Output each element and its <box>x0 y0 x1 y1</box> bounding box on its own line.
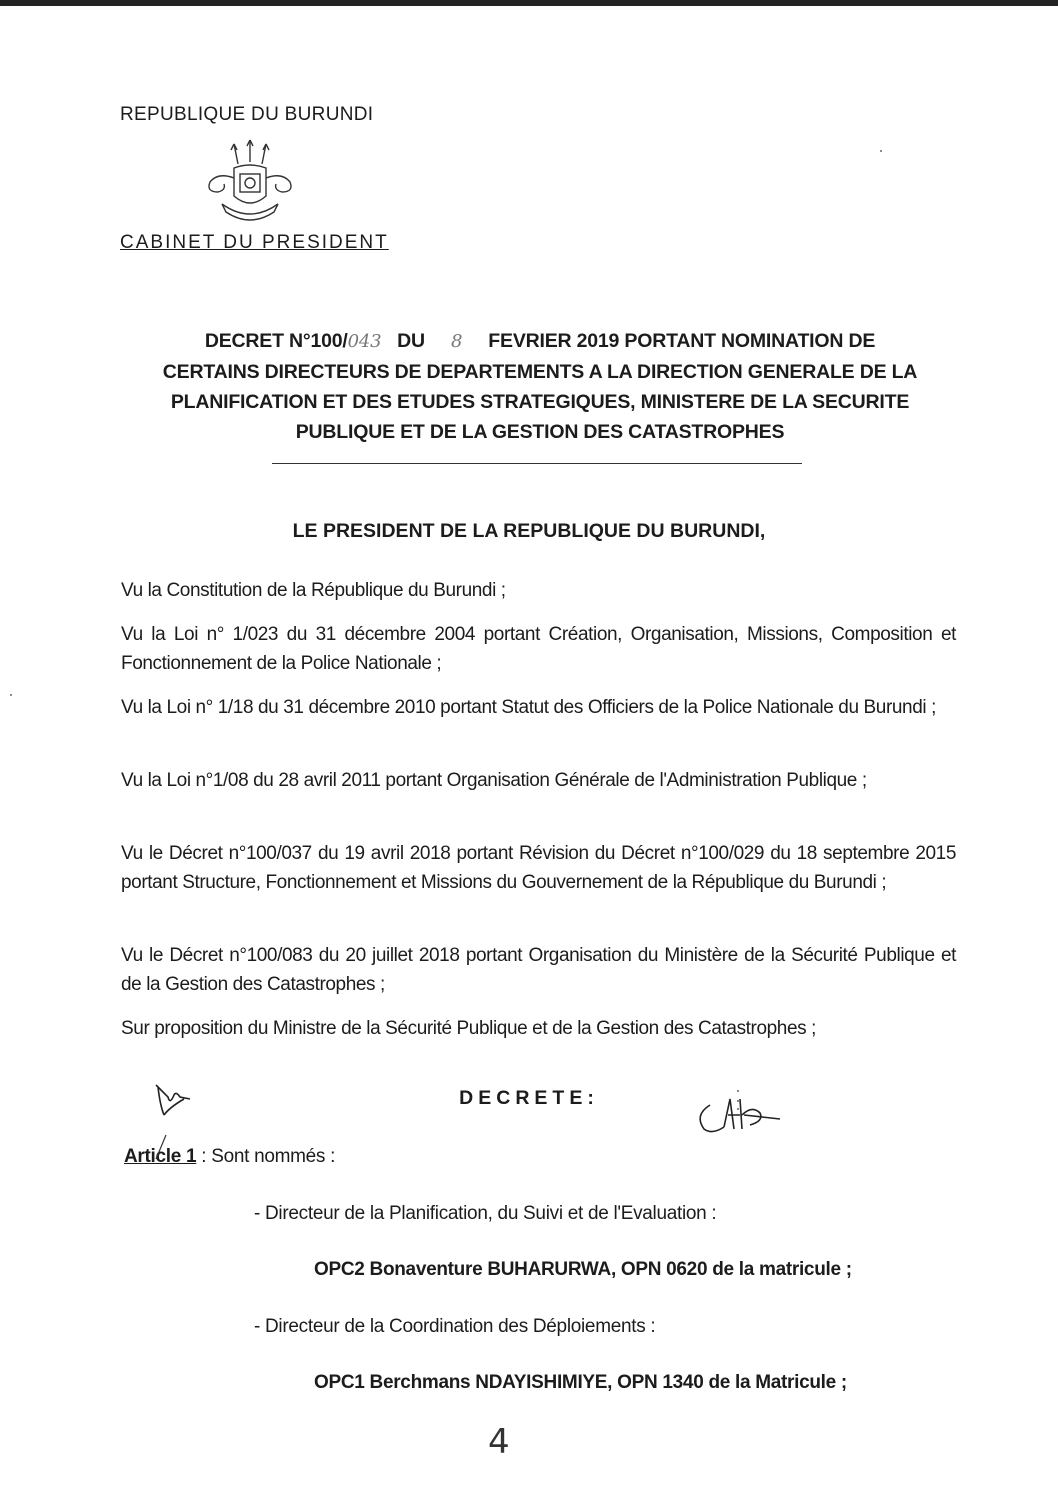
republic-header: REPUBLIQUE DU BURUNDI <box>120 104 374 125</box>
consideration-decret-100-037: Vu le Décret n°100/037 du 19 avril 2018 portant Révision du Décret n°100/029 du 18 septembre 2015 portant Structure, Fonctionnement et Missions du Gouvernement de la République du Burundi ; <box>121 843 956 893</box>
handwritten-day: 8 <box>450 331 463 352</box>
title-separator <box>272 463 802 464</box>
appointee-name: OPC1 Berchmans NDAYISHIMIYE, OPN 1340 de la Matricule ; <box>314 1372 847 1393</box>
handwritten-decree-number: 043 <box>347 331 382 352</box>
handwritten-initials-left <box>150 1075 210 1175</box>
president-heading: LE PRESIDENT DE LA REPUBLIQUE DU BURUNDI, <box>292 520 766 542</box>
scan-speck <box>737 1090 739 1092</box>
article-1-label: Article 1 <box>124 1146 197 1167</box>
title-line-1-suffix: FEVRIER 2019 PORTANT NOMINATION DE <box>488 330 876 352</box>
consideration-loi-1-18: Vu la Loi n° 1/18 du 31 décembre 2010 portant Statut des Officiers de la Police Nationale du Burundi ; <box>121 697 936 718</box>
title-line-4: PUBLIQUE ET DE LA GESTION DES CATASTROPHES <box>295 421 785 443</box>
consideration-loi-1-023: Vu la Loi n° 1/023 du 31 décembre 2004 portant Création, Organisation, Missions, Composition et Fonctionnement de la Police Nationale ; <box>121 624 956 674</box>
consideration-loi-1-08: Vu la Loi n°1/08 du 28 avril 2011 portant Organisation Générale de l'Administration Publique ; <box>121 770 867 791</box>
consideration-decret-100-083: Vu le Décret n°100/083 du 20 juillet 2018 portant Organisation du Ministère de la Sécurité Publique et de la Gestion des Catastrophes ; <box>121 945 956 995</box>
scan-speck <box>737 1108 739 1110</box>
scan-speck <box>737 1100 739 1102</box>
title-du: DU <box>397 330 425 352</box>
cabinet-header: CABINET DU PRESIDENT <box>120 232 389 253</box>
appointment-role: - Directeur de la Coordination des Déploiements : <box>254 1316 656 1337</box>
decree-number-prefix: DECRET N°100/ <box>204 330 348 352</box>
decrete-heading: DECRETE: <box>459 1087 599 1109</box>
scan-top-border <box>0 0 1058 6</box>
consideration-proposition: Sur proposition du Ministre de la Sécurité Publique et de la Gestion des Catastrophes ; <box>121 1018 817 1039</box>
decree-title <box>110 326 970 447</box>
title-line-1 <box>110 326 970 357</box>
handwritten-initials-right <box>690 1085 790 1145</box>
coat-of-arms-icon <box>200 138 300 234</box>
article-1-text: : Sont nommés : <box>196 1146 336 1167</box>
page-number: 4 <box>488 1422 510 1462</box>
consideration-constitution: Vu la Constitution de la République du Burundi ; <box>121 580 506 601</box>
title-line-3: PLANIFICATION ET DES ETUDES STRATEGIQUES, MINISTERE DE LA SECURITE <box>170 391 910 413</box>
scan-speck <box>10 694 12 696</box>
appointee-name: OPC2 Bonaventure BUHARURWA, OPN 0620 de la matricule ; <box>314 1259 852 1280</box>
scan-speck <box>880 150 882 152</box>
appointment-role: - Directeur de la Planification, du Suivi et de l'Evaluation : <box>254 1203 717 1224</box>
title-line-2: CERTAINS DIRECTEURS DE DEPARTEMENTS A LA DIRECTION GENERALE DE LA <box>162 361 918 383</box>
